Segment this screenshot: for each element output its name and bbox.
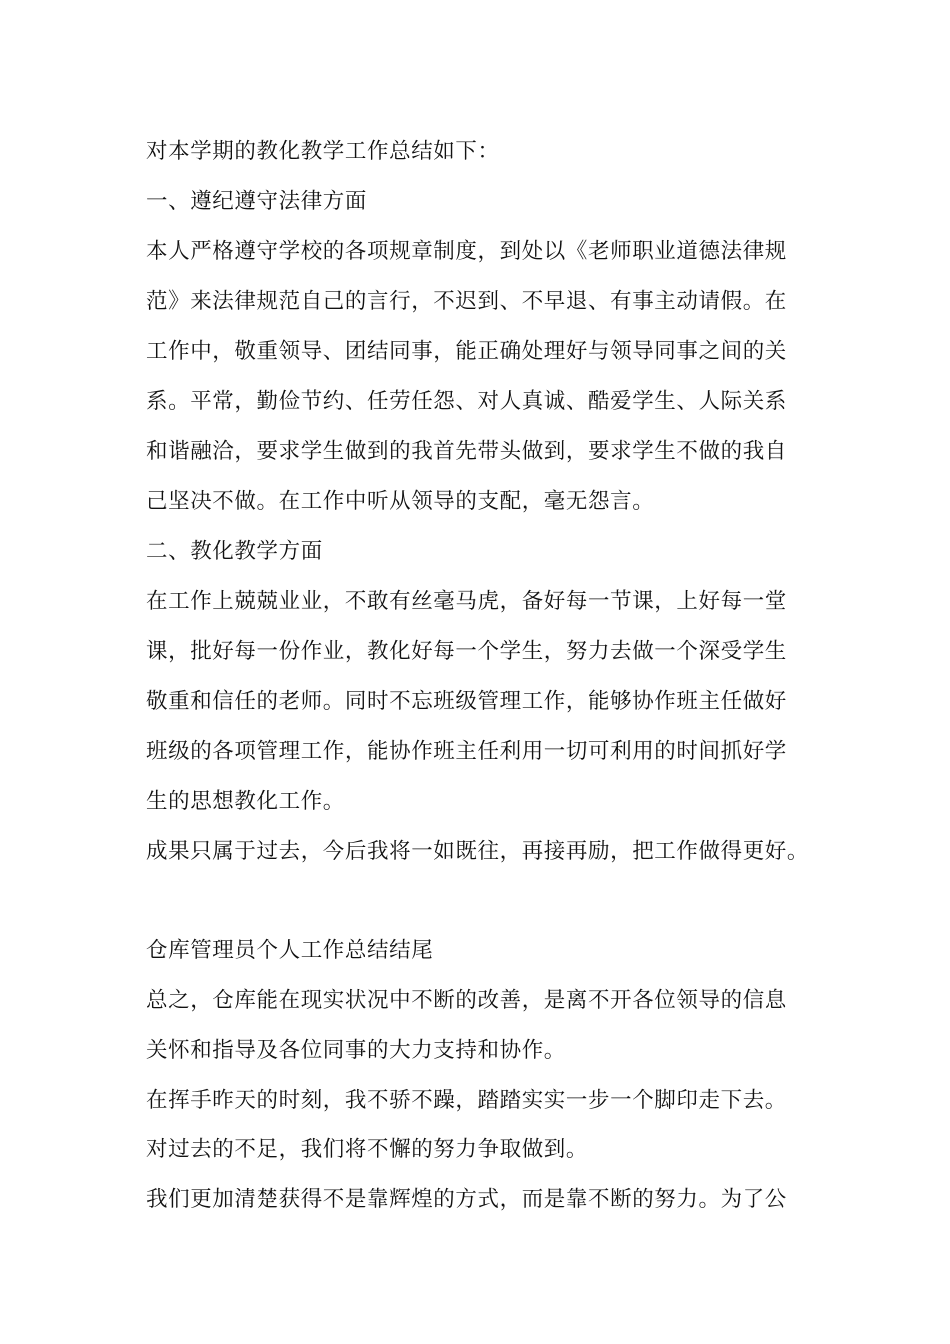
closing-line: 成果只属于过去，今后我将一如既往，再接再励，把工作做得更好。 bbox=[146, 839, 810, 864]
paragraph-line: 和谐融洽，要求学生做到的我首先带头做到，要求学生不做的我自 bbox=[146, 439, 787, 464]
paragraph-line: 课，批好每一份作业，教化好每一个学生，努力去做一个深受学生 bbox=[146, 639, 787, 664]
paragraph-line: 班级的各项管理工作，能协作班主任利用一切可利用的时间抓好学 bbox=[146, 739, 787, 764]
heading-discipline: 一、遵纪遵守法律方面 bbox=[146, 189, 368, 214]
paragraph-line: 敬重和信任的老师。同时不忘班级管理工作，能够协作班主任做好 bbox=[146, 689, 787, 714]
paragraph-line: 在工作上兢兢业业，不敢有丝毫马虎，备好每一节课，上好每一堂 bbox=[146, 589, 787, 614]
intro-line: 对本学期的教化教学工作总结如下： bbox=[146, 139, 500, 164]
paragraph-line: 关怀和指导及各位同事的大力支持和协作。 bbox=[146, 1038, 566, 1063]
paragraph-line: 范》来法律规范自己的言行，不迟到、不早退、有事主动请假。在 bbox=[146, 289, 787, 314]
section-title: 仓库管理员个人工作总结结尾 bbox=[146, 938, 434, 963]
paragraph-line: 对过去的不足，我们将不懈的努力争取做到。 bbox=[146, 1137, 589, 1162]
paragraph-line: 己坚决不做。在工作中听从领导的支配，毫无怨言。 bbox=[146, 489, 655, 514]
paragraph-line: 系。平常，勤俭节约、任劳任怨、对人真诚、酷爱学生、人际关系 bbox=[146, 389, 787, 414]
heading-teaching: 二、教化教学方面 bbox=[146, 539, 323, 564]
paragraph-line: 我们更加清楚获得不是靠辉煌的方式，而是靠不断的努力。为了公 bbox=[146, 1187, 787, 1212]
paragraph-line: 本人严格遵守学校的各项规章制度，到处以《老师职业道德法律规 bbox=[146, 239, 787, 264]
paragraph-line: 在挥手昨天的时刻，我不骄不躁，踏踏实实一步一个脚印走下去。 bbox=[146, 1088, 787, 1113]
paragraph-line: 总之，仓库能在现实状况中不断的改善，是离不开各位领导的信息 bbox=[146, 988, 787, 1013]
paragraph-line: 生的思想教化工作。 bbox=[146, 789, 345, 814]
paragraph-line: 工作中，敬重领导、团结同事，能正确处理好与领导同事之间的关 bbox=[146, 339, 787, 364]
